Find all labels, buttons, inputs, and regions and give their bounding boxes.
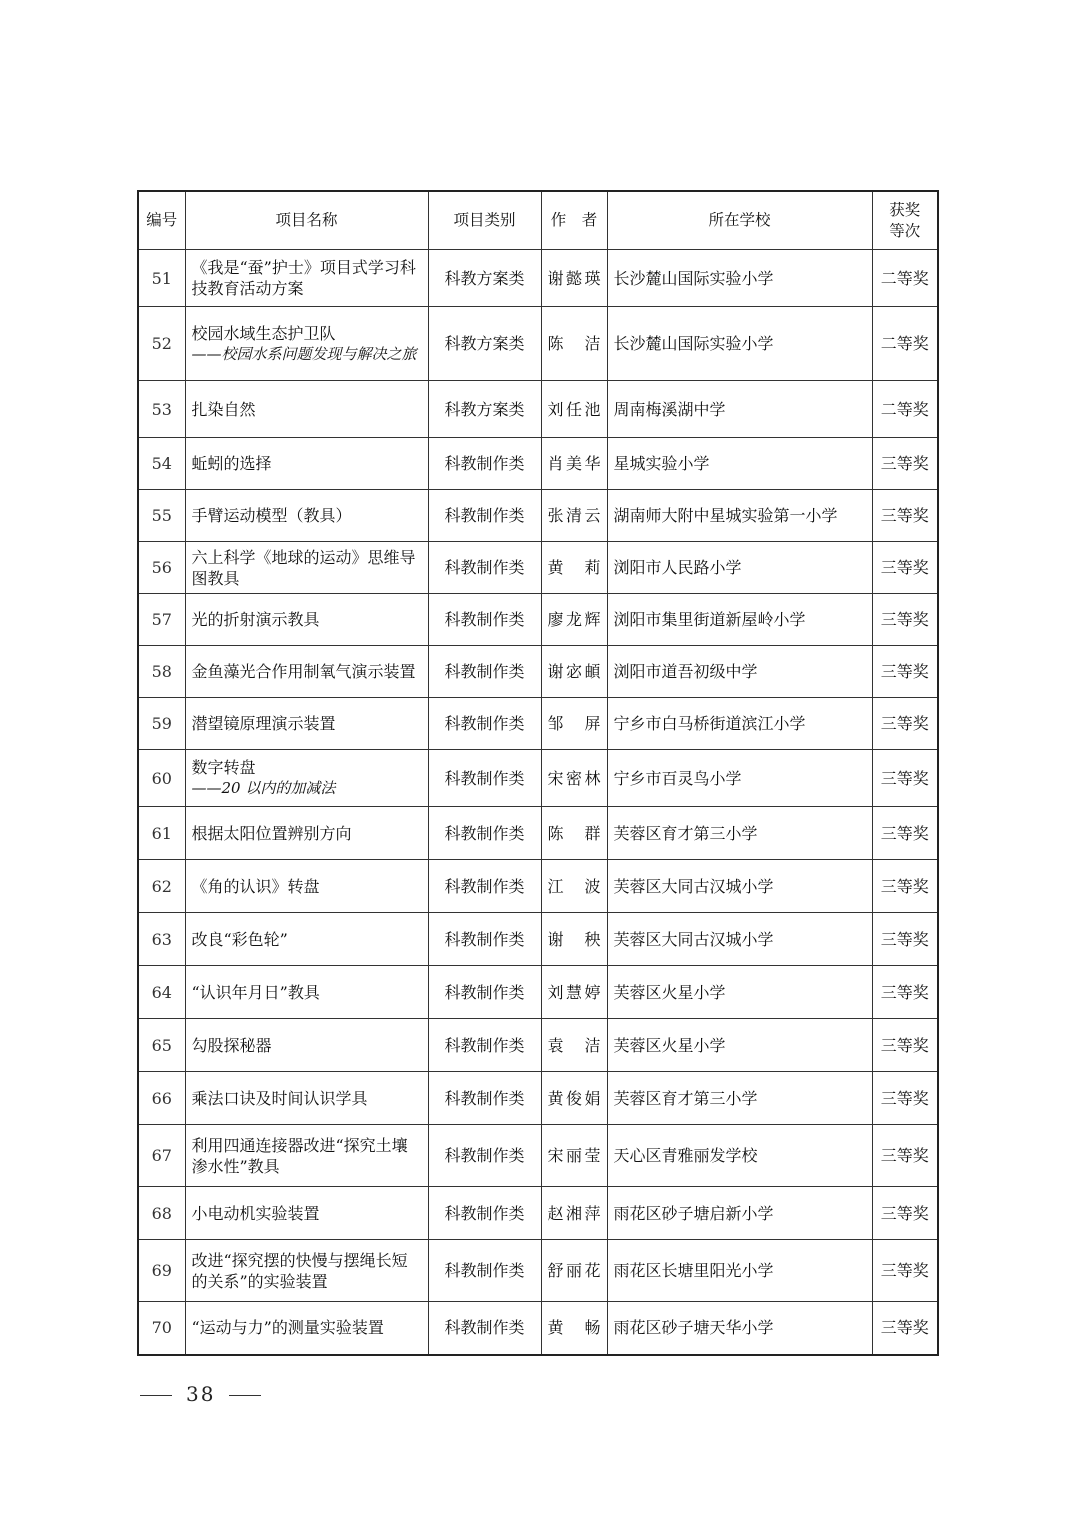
cell-award: 三等奖 (872, 1072, 938, 1125)
project-title: 利用四通连接器改进“探究土壤渗水性”教具 (191, 1135, 408, 1176)
project-title: 勾股探秘器 (191, 1035, 272, 1055)
cell-category: 科教制作类 (428, 1125, 541, 1187)
project-title: 改良“彩色轮” (191, 929, 288, 949)
cell-project (185, 1072, 428, 1125)
cell-project (185, 594, 428, 646)
table-row (138, 307, 938, 381)
cell-category: 科教制作类 (428, 807, 541, 860)
cell-num: 54 (138, 438, 185, 490)
cell-project (185, 307, 428, 381)
cell-author: 舒丽花 (541, 1240, 607, 1302)
cell-project (185, 646, 428, 698)
table-row (138, 966, 938, 1019)
cell-award: 二等奖 (872, 307, 938, 381)
cell-num: 68 (138, 1187, 185, 1240)
cell-num: 51 (138, 250, 185, 307)
cell-category: 科教制作类 (428, 966, 541, 1019)
cell-author: 肖美华 (541, 438, 607, 490)
table-row (138, 1072, 938, 1125)
cell-award: 三等奖 (872, 913, 938, 966)
cell-school: 芙蓉区大同古汉城小学 (607, 913, 872, 966)
project-title: 乘法口诀及时间认识学具 (191, 1088, 368, 1108)
cell-num: 59 (138, 698, 185, 750)
table-row (138, 1125, 938, 1187)
table-row (138, 807, 938, 860)
cell-num: 65 (138, 1019, 185, 1072)
cell-school: 芙蓉区育才第三小学 (607, 1072, 872, 1125)
cell-num: 66 (138, 1072, 185, 1125)
cell-category: 科教方案类 (428, 381, 541, 438)
cell-num: 56 (138, 542, 185, 594)
project-title: 潜望镜原理演示装置 (191, 714, 336, 733)
cell-category: 科教制作类 (428, 698, 541, 750)
table-row (138, 542, 938, 594)
cell-school: 宁乡市百灵鸟小学 (607, 750, 872, 807)
cell-school: 长沙麓山国际实验小学 (607, 307, 872, 381)
cell-author: 黄俊娟 (541, 1072, 607, 1125)
cell-author: 黄 莉 (541, 542, 607, 594)
cell-author: 陈 群 (541, 807, 607, 860)
cell-project (185, 1240, 428, 1302)
project-title: 金鱼藻光合作用制氧气演示装置 (191, 662, 416, 681)
table-row (138, 490, 938, 542)
project-title: 蚯蚓的选择 (191, 454, 272, 473)
cell-school: 长沙麓山国际实验小学 (607, 250, 872, 307)
cell-author: 刘任池 (541, 381, 607, 438)
cell-project (185, 807, 428, 860)
cell-award: 三等奖 (872, 1302, 938, 1355)
cell-project (185, 913, 428, 966)
project-subtitle: ——校园水系问题发现与解决之旅 (191, 344, 417, 363)
cell-project (185, 1302, 428, 1355)
cell-author: 谢懿瑛 (541, 250, 607, 307)
cell-school: 周南梅溪湖中学 (607, 381, 872, 438)
project-title: 《我是“蚕”护士》项目式学习科技教育活动方案 (191, 258, 416, 298)
cell-award: 二等奖 (872, 250, 938, 307)
cell-num: 67 (138, 1125, 185, 1187)
cell-num: 63 (138, 913, 185, 966)
cell-category: 科教制作类 (428, 1072, 541, 1125)
project-title: 光的折射演示教具 (191, 610, 320, 629)
cell-award: 三等奖 (872, 750, 938, 807)
project-title: 手臂运动模型（教具） (191, 506, 352, 525)
cell-school: 星城实验小学 (607, 438, 872, 490)
cell-school: 浏阳市集里街道新屋岭小学 (607, 594, 872, 646)
cell-award: 三等奖 (872, 490, 938, 542)
cell-project (185, 490, 428, 542)
cell-award: 三等奖 (872, 860, 938, 913)
cell-category: 科教制作类 (428, 1019, 541, 1072)
cell-num: 64 (138, 966, 185, 1019)
cell-project (185, 698, 428, 750)
table-header-row (138, 191, 938, 250)
cell-num: 60 (138, 750, 185, 807)
cell-author: 谢 秧 (541, 913, 607, 966)
page-footer (140, 1382, 261, 1406)
cell-project (185, 438, 428, 490)
cell-project (185, 1125, 428, 1187)
project-title: 根据太阳位置辨别方向 (191, 823, 352, 843)
table-row (138, 1019, 938, 1072)
project-title: 数字转盘 (191, 758, 256, 777)
cell-school: 宁乡市白马桥街道滨江小学 (607, 698, 872, 750)
cell-school: 雨花区砂子塘天华小学 (607, 1302, 872, 1355)
project-title: 《角的认识》转盘 (191, 876, 320, 896)
cell-award: 三等奖 (872, 1187, 938, 1240)
cell-school: 雨花区砂子塘启新小学 (607, 1187, 872, 1240)
cell-award: 二等奖 (872, 381, 938, 438)
cell-award: 三等奖 (872, 966, 938, 1019)
cell-author: 袁 洁 (541, 1019, 607, 1072)
footer-dash-right (229, 1395, 261, 1396)
cell-category: 科教制作类 (428, 542, 541, 594)
cell-category: 科教制作类 (428, 646, 541, 698)
table-row (138, 250, 938, 307)
cell-num: 53 (138, 381, 185, 438)
awards-table (137, 190, 939, 1356)
cell-award: 三等奖 (872, 1240, 938, 1302)
cell-num: 61 (138, 807, 185, 860)
cell-school: 芙蓉区火星小学 (607, 1019, 872, 1072)
header-category: 项目类别 (428, 191, 541, 250)
project-title: 校园水域生态护卫队 (191, 323, 336, 343)
cell-school: 湖南师大附中星城实验第一小学 (607, 490, 872, 542)
cell-author: 江 波 (541, 860, 607, 913)
table-row (138, 1187, 938, 1240)
cell-category: 科教制作类 (428, 1240, 541, 1302)
project-title: 小电动机实验装置 (191, 1203, 320, 1223)
table-row (138, 1302, 938, 1355)
cell-award: 三等奖 (872, 1019, 938, 1072)
cell-num: 62 (138, 860, 185, 913)
cell-category: 科教制作类 (428, 438, 541, 490)
cell-award: 三等奖 (872, 807, 938, 860)
cell-category: 科教方案类 (428, 307, 541, 381)
cell-author: 宋丽莹 (541, 1125, 607, 1187)
cell-author: 邹 屏 (541, 698, 607, 750)
cell-award: 三等奖 (872, 438, 938, 490)
header-award-line2: 等次 (889, 221, 921, 240)
cell-author: 谢宓頔 (541, 646, 607, 698)
cell-award: 三等奖 (872, 542, 938, 594)
cell-school: 浏阳市人民路小学 (607, 542, 872, 594)
page-number: 38 (186, 1382, 216, 1406)
cell-award: 三等奖 (872, 1125, 938, 1187)
project-title: 扎染自然 (191, 399, 256, 419)
header-award (872, 191, 938, 250)
cell-project (185, 750, 428, 807)
cell-project (185, 381, 428, 438)
project-title: 改进“探究摆的快慢与摆绳长短的关系”的实验装置 (191, 1250, 408, 1291)
cell-school: 浏阳市道吾初级中学 (607, 646, 872, 698)
cell-project (185, 1187, 428, 1240)
cell-school: 雨花区长塘里阳光小学 (607, 1240, 872, 1302)
cell-author: 张清云 (541, 490, 607, 542)
cell-author: 赵湘萍 (541, 1187, 607, 1240)
cell-num: 70 (138, 1302, 185, 1355)
table-row (138, 913, 938, 966)
table-row (138, 594, 938, 646)
cell-category: 科教制作类 (428, 1302, 541, 1355)
cell-author: 刘慧婷 (541, 966, 607, 1019)
cell-num: 58 (138, 646, 185, 698)
cell-category: 科教制作类 (428, 860, 541, 913)
cell-category: 科教制作类 (428, 490, 541, 542)
cell-category: 科教制作类 (428, 594, 541, 646)
header-school: 所在学校 (607, 191, 872, 250)
cell-num: 52 (138, 307, 185, 381)
cell-project (185, 860, 428, 913)
cell-project (185, 542, 428, 594)
cell-school: 芙蓉区火星小学 (607, 966, 872, 1019)
cell-author: 黄 畅 (541, 1302, 607, 1355)
cell-num: 57 (138, 594, 185, 646)
table-row (138, 646, 938, 698)
footer-dash-left (140, 1395, 172, 1396)
header-num: 编号 (138, 191, 185, 250)
cell-category: 科教制作类 (428, 750, 541, 807)
cell-project (185, 966, 428, 1019)
project-title: 六上科学《地球的运动》思维导图教具 (191, 547, 416, 588)
cell-school: 天心区青雅丽发学校 (607, 1125, 872, 1187)
table-row (138, 1240, 938, 1302)
cell-num: 69 (138, 1240, 185, 1302)
cell-school: 芙蓉区育才第三小学 (607, 807, 872, 860)
table-row (138, 860, 938, 913)
table-row (138, 381, 938, 438)
cell-award: 三等奖 (872, 594, 938, 646)
header-project: 项目名称 (185, 191, 428, 250)
project-title: “认识年月日”教具 (191, 982, 320, 1002)
cell-author: 宋密林 (541, 750, 607, 807)
table-row (138, 438, 938, 490)
cell-award: 三等奖 (872, 646, 938, 698)
cell-category: 科教方案类 (428, 250, 541, 307)
cell-project (185, 250, 428, 307)
project-subtitle: ——20 以内的加减法 (191, 779, 336, 797)
cell-category: 科教制作类 (428, 1187, 541, 1240)
cell-author: 陈 洁 (541, 307, 607, 381)
project-title: “运动与力”的测量实验装置 (191, 1318, 384, 1338)
cell-num: 55 (138, 490, 185, 542)
cell-author: 廖龙辉 (541, 594, 607, 646)
table-row (138, 698, 938, 750)
header-author: 作 者 (541, 191, 607, 250)
cell-award: 三等奖 (872, 698, 938, 750)
cell-school: 芙蓉区大同古汉城小学 (607, 860, 872, 913)
table-row (138, 750, 938, 807)
header-award-line1: 获奖 (889, 200, 921, 219)
cell-project (185, 1019, 428, 1072)
cell-category: 科教制作类 (428, 913, 541, 966)
